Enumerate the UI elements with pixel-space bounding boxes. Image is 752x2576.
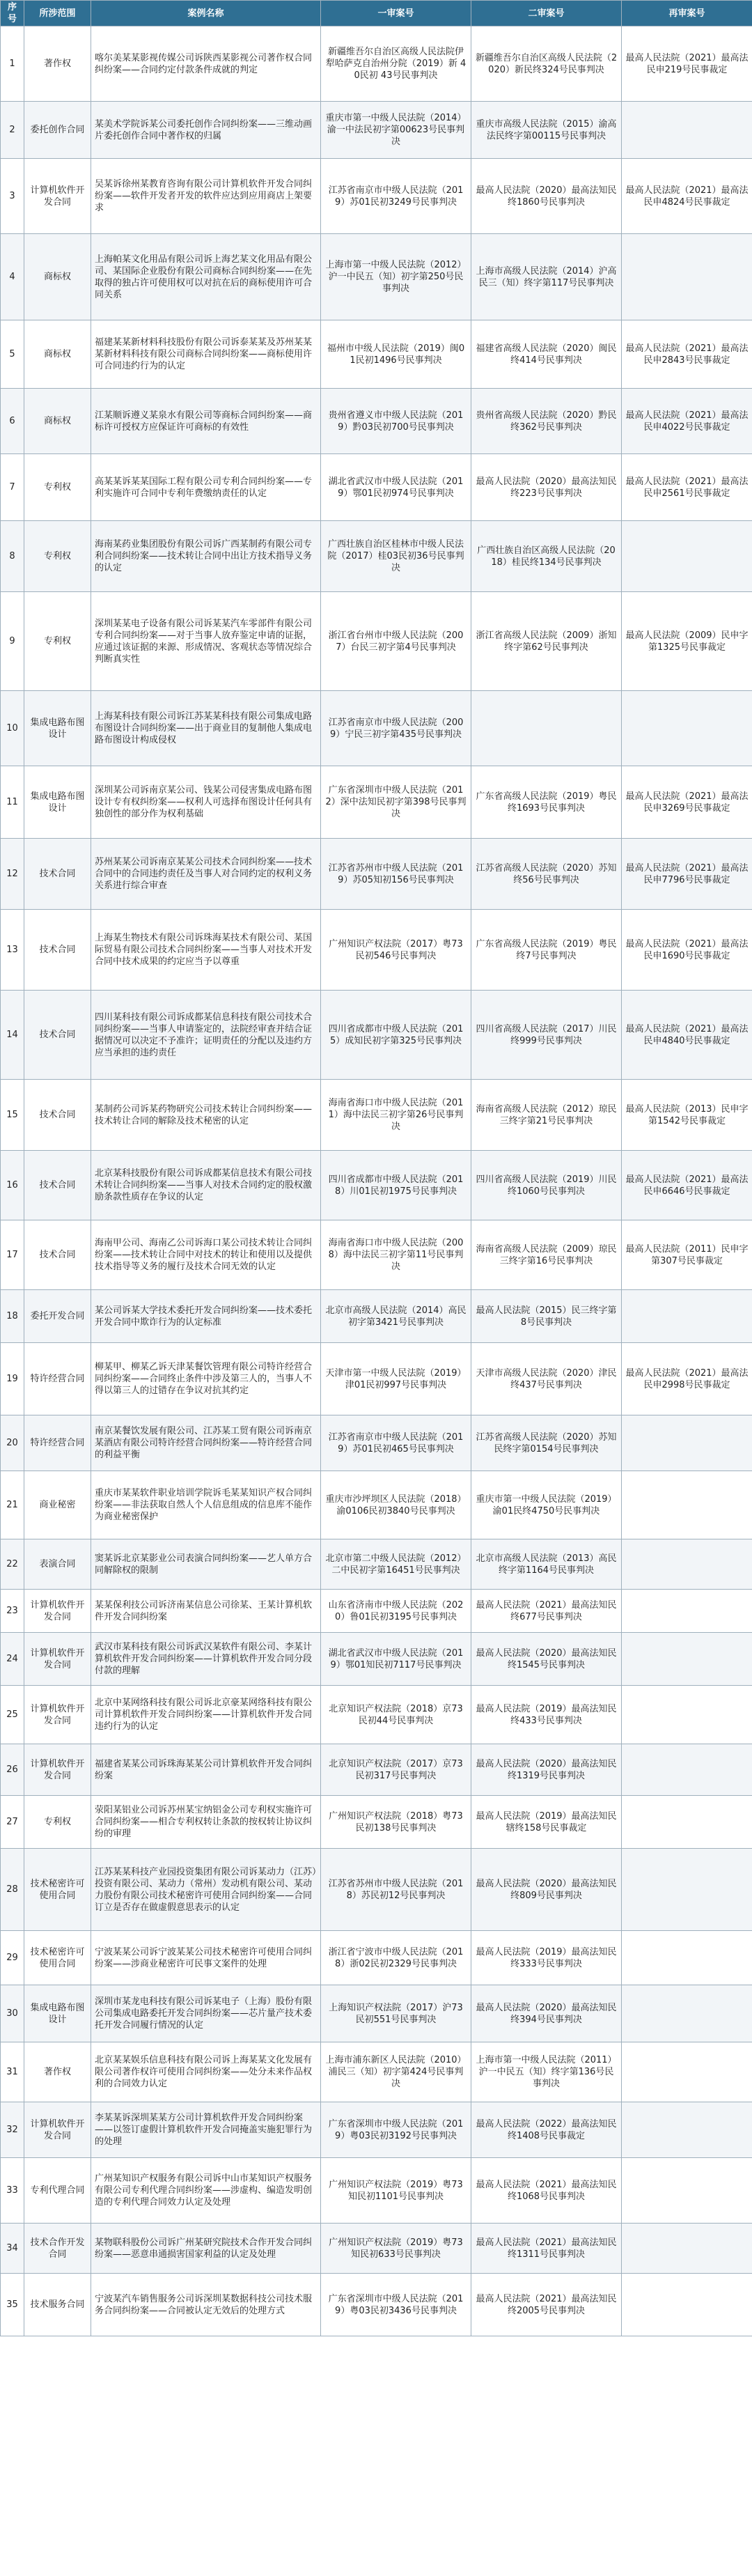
- cell-case-name: 柳某甲、柳某乙诉天津某餐饮管理有限公司特许经营合同纠纷案——合同终止条件中涉及第三人的，当事人不得以第三人的过错存在争议对抗其约定: [91, 1343, 321, 1415]
- cell-no: 2: [1, 102, 24, 159]
- table-row: [1, 766, 752, 839]
- cell-retrial: [622, 691, 752, 766]
- cell-first-instance: 广州知识产权法院（2018）粤73民初138号民事判决: [321, 1796, 471, 1849]
- cell-retrial: [622, 1415, 752, 1471]
- cell-retrial: [622, 234, 752, 320]
- cell-no: 32: [1, 2102, 24, 2158]
- cell-scope: 技术合同: [24, 1080, 91, 1151]
- cell-scope: 委托开发合同: [24, 1290, 91, 1343]
- cell-scope: 技术秘密许可使用合同: [24, 1931, 91, 1985]
- cell-retrial: 最高人民法院（2009）民申字第1325号民事裁定: [622, 592, 752, 691]
- cell-first-instance: 广州知识产权法院（2019）粤73知民初1101号民事判决: [321, 2158, 471, 2224]
- table-row: [1, 1633, 752, 1686]
- cell-scope: 专利权: [24, 1796, 91, 1849]
- cell-retrial: [622, 1686, 752, 1744]
- cell-case-name: 宁波某某公司诉宁波某某公司技术秘密许可使用合同纠纷案——涉商业秘密许可民事文案件的处理: [91, 1931, 321, 1985]
- cell-retrial: [622, 102, 752, 159]
- cell-second-instance: 最高人民法院（2022）最高法知民终1408号民事裁定: [471, 2102, 622, 2158]
- cell-retrial: [622, 1539, 752, 1590]
- cell-first-instance: 贵州省遵义市中级人民法院（2019）黔03民初700号民事判决: [321, 389, 471, 454]
- table-row: [1, 1415, 752, 1471]
- cell-scope: 计算机软件开发合同: [24, 159, 91, 234]
- cell-first-instance: 江苏省南京市中级人民法院（2019）苏01民初3249号民事判决: [321, 159, 471, 234]
- cell-no: 20: [1, 1415, 24, 1471]
- cell-case-name: 某公司诉某大学技术委托开发合同纠纷案——技术委托开发合同中欺诈行为的认定标准: [91, 1290, 321, 1343]
- cell-scope: 计算机软件开发合同: [24, 1633, 91, 1686]
- cell-retrial: 最高人民法院（2021）最高法民申7796号民事裁定: [622, 839, 752, 910]
- cell-retrial: [622, 2102, 752, 2158]
- table-row: [1, 2224, 752, 2274]
- cell-retrial: 最高人民法院（2021）最高法民申219号民事裁定: [622, 26, 752, 102]
- cell-second-instance: 上海市第一中级人民法院（2011）沪一中民五（知）终字第136号民事判决: [471, 2042, 622, 2102]
- cell-case-name: 福建某某新材料科技股份有限公司诉泰某某及苏州某某某新材料科技有限公司商标合同纠纷案——商标使用许可合同违约行为的认定: [91, 320, 321, 389]
- cell-first-instance: 湖北省武汉市中级人民法院（2019）鄂01民初974号民事判决: [321, 454, 471, 521]
- cell-no: 26: [1, 1744, 24, 1796]
- header-row: [1, 1, 752, 26]
- table-row: [1, 839, 752, 910]
- cell-scope: 专利权: [24, 454, 91, 521]
- cell-scope: 专利权: [24, 521, 91, 592]
- table-row: [1, 1985, 752, 2042]
- cell-case-name: 四川某科技有限公司诉成都某信息科技有限公司技术合同纠纷案——当事人申请鉴定的，法院经审查并结合证据情况可以决定不予准许；证明责任的分配以及违约方应当承担的违约责任: [91, 991, 321, 1080]
- cell-case-name: 苏州某某公司诉南京某某公司技术合同纠纷案——技术合同中的合同违约责任及当事人对合同约定的权利义务关系进行综合审查: [91, 839, 321, 910]
- cell-no: 4: [1, 234, 24, 320]
- cell-case-name: 吴某诉徐州某教育咨询有限公司计算机软件开发合同纠纷案——软件开发者开发的软件应达到应用商店上架要求: [91, 159, 321, 234]
- cell-no: 5: [1, 320, 24, 389]
- cell-no: 15: [1, 1080, 24, 1151]
- cell-case-name: 喀尔美某某影视传媒公司诉陕西某影视公司著作权合同纠纷案——合同约定付款条件成就的判定: [91, 26, 321, 102]
- cell-second-instance: 福建省高级人民法院（2020）闽民终414号民事判决: [471, 320, 622, 389]
- table-row: [1, 1220, 752, 1290]
- cell-scope: 专利权: [24, 592, 91, 691]
- cell-no: 22: [1, 1539, 24, 1590]
- cell-first-instance: 新疆维吾尔自治区高级人民法院伊犁哈萨克自治州分院（2019）新 40民初 43号民事判决: [321, 26, 471, 102]
- cell-retrial: 最高人民法院（2021）最高法民申4824号民事裁定: [622, 159, 752, 234]
- cell-second-instance: 北京市高级人民法院（2013）高民终字第1164号民事判决: [471, 1539, 622, 1590]
- cell-no: 12: [1, 839, 24, 910]
- cell-second-instance: 最高人民法院（2021）最高法知民终677号民事判决: [471, 1590, 622, 1633]
- table-row: [1, 2042, 752, 2102]
- cell-first-instance: 江苏省苏州市中级人民法院（2018）苏民初12号民事判决: [321, 1849, 471, 1931]
- cell-retrial: [622, 2042, 752, 2102]
- cell-case-name: 上海帕某文化用品有限公司诉上海艺某文化用品有限公司、某国际企业股份有限公司商标合同纠纷案——在先取得的独占许可使用权可以对抗在后的商标使用许可合同关系: [91, 234, 321, 320]
- table-row: [1, 2274, 752, 2336]
- cell-no: 31: [1, 2042, 24, 2102]
- cell-no: 17: [1, 1220, 24, 1290]
- cell-case-name: 上海某科技有限公司诉江苏某某科技有限公司集成电路布图设计合同纠纷案——出于商业目的复制他人集成电路布图设计构成侵权: [91, 691, 321, 766]
- cell-second-instance: 最高人民法院（2020）最高法知民终394号民事判决: [471, 1985, 622, 2042]
- cell-retrial: [622, 2274, 752, 2336]
- cell-no: 28: [1, 1849, 24, 1931]
- cell-retrial: 最高人民法院（2021）最高法民申2843号民事裁定: [622, 320, 752, 389]
- cell-no: 16: [1, 1151, 24, 1220]
- cell-scope: 集成电路布图设计: [24, 766, 91, 839]
- cell-retrial: [622, 2158, 752, 2224]
- cell-case-name: 深圳某某电子设备有限公司诉某某汽车零部件有限公司专利合同纠纷案——对于当事人放弃鉴定申请的证据，应通过该证据的来源、形成情况、客观状态等情况综合判断真实性: [91, 592, 321, 691]
- table-row: [1, 592, 752, 691]
- cell-first-instance: 北京知识产权法院（2017）京73民初317号民事判决: [321, 1744, 471, 1796]
- cell-second-instance: 重庆市第一中级人民法院（2019）渝01民终4750号民事判决: [471, 1471, 622, 1539]
- cell-scope: 特许经营合同: [24, 1343, 91, 1415]
- table-row: [1, 1080, 752, 1151]
- header-case-name: 案例名称: [91, 1, 321, 26]
- table-row: [1, 320, 752, 389]
- cell-scope: 计算机软件开发合同: [24, 1686, 91, 1744]
- table-header: [1, 1, 752, 26]
- cell-second-instance: 江苏省高级人民法院（2020）苏知终56号民事判决: [471, 839, 622, 910]
- cell-first-instance: 广州知识产权法院（2017）粤73民初546号民事判决: [321, 910, 471, 991]
- header-no: 序号: [1, 1, 24, 26]
- cell-no: 1: [1, 26, 24, 102]
- cell-retrial: [622, 1931, 752, 1985]
- table-row: [1, 2102, 752, 2158]
- cell-second-instance: 最高人民法院（2021）最高法知民终2005号民事判决: [471, 2274, 622, 2336]
- table-row: [1, 2158, 752, 2224]
- table-row: [1, 991, 752, 1080]
- cell-scope: 集成电路布图设计: [24, 691, 91, 766]
- cell-second-instance: 最高人民法院（2021）最高法知民终1068号民事判决: [471, 2158, 622, 2224]
- cell-no: 3: [1, 159, 24, 234]
- cell-no: 23: [1, 1590, 24, 1633]
- cell-case-name: 重庆市某某软件职业培训学院诉毛某某知识产权合同纠纷案——非法获取自然人个人信息组成的信息库不能作为商业秘密保护: [91, 1471, 321, 1539]
- cell-second-instance: 最高人民法院（2020）最高法知民终223号民事判决: [471, 454, 622, 521]
- cell-first-instance: 北京市高级人民法院（2014）高民初字第3421号民事判决: [321, 1290, 471, 1343]
- table-row: [1, 1796, 752, 1849]
- table-row: [1, 1686, 752, 1744]
- header-first-instance: 一审案号: [321, 1, 471, 26]
- cell-second-instance: 四川省高级人民法院（2017）川民终999号民事判决: [471, 991, 622, 1080]
- cell-case-name: 广州某知识产权服务有限公司诉中山市某知识产权服务有限公司专利代理合同纠纷案——涉虚构、编造发明创造的专利代理合同效力认定及处理: [91, 2158, 321, 2224]
- cell-case-name: 江某顺诉遵义某泉水有限公司等商标合同纠纷案——商标许可授权方应保证许可商标的有效性: [91, 389, 321, 454]
- table-row: [1, 1539, 752, 1590]
- cell-retrial: 最高人民法院（2021）最高法民申2998号民事裁定: [622, 1343, 752, 1415]
- cell-case-name: 某美术学院诉某公司委托创作合同纠纷案——三维动画片委托创作合同中著作权的归属: [91, 102, 321, 159]
- cell-scope: 计算机软件开发合同: [24, 1744, 91, 1796]
- cell-case-name: 深圳某公司诉南京某公司、钱某公司侵害集成电路布图设计专有权纠纷案——权利人可选择布图设计任何具有独创性的部分作为权利基础: [91, 766, 321, 839]
- cell-no: 21: [1, 1471, 24, 1539]
- cell-retrial: 最高人民法院（2021）最高法民申4840号民事裁定: [622, 991, 752, 1080]
- table-row: [1, 234, 752, 320]
- cell-second-instance: 最高人民法院（2020）最高法知民终1319号民事判决: [471, 1744, 622, 1796]
- cell-retrial: 最高人民法院（2021）最高法民申6646号民事裁定: [622, 1151, 752, 1220]
- cell-second-instance: [471, 691, 622, 766]
- table-body: [1, 26, 752, 2336]
- cell-no: 7: [1, 454, 24, 521]
- cell-case-name: 深圳市某龙电科技有限公司诉某电子（上海）股份有限公司集成电路委托开发合同纠纷案——芯片量产技术委托开发合同履行情况的认定: [91, 1985, 321, 2042]
- cell-no: 30: [1, 1985, 24, 2042]
- cell-second-instance: 最高人民法院（2020）最高法知民终1860号民事判决: [471, 159, 622, 234]
- cell-first-instance: 海南省海口市中级人民法院（2008）海中法民三初字第11号民事判决: [321, 1220, 471, 1290]
- cell-scope: 技术合同: [24, 1151, 91, 1220]
- cell-retrial: [622, 1849, 752, 1931]
- cell-first-instance: 广州知识产权法院（2019）粤73知民初633号民事判决: [321, 2224, 471, 2274]
- cell-second-instance: 最高人民法院（2019）最高法知民终433号民事判决: [471, 1686, 622, 1744]
- cell-case-name: 某制药公司诉某药物研究公司技术转让合同纠纷案——技术转让合同的解除及技术秘密的认定: [91, 1080, 321, 1151]
- table-row: [1, 1849, 752, 1931]
- cell-first-instance: 江苏省南京市中级人民法院（2019）苏01民初465号民事判决: [321, 1415, 471, 1471]
- cell-no: 19: [1, 1343, 24, 1415]
- header-second-instance: 二审案号: [471, 1, 622, 26]
- cell-case-name: 北京某科技股份有限公司诉成都某信息技术有限公司技术转让合同纠纷案——当事人对技术合同约定的股权激励条款性质存在争议的认定: [91, 1151, 321, 1220]
- cell-retrial: 最高人民法院（2021）最高法民申3269号民事裁定: [622, 766, 752, 839]
- cell-no: 18: [1, 1290, 24, 1343]
- cell-first-instance: 浙江省宁波市中级人民法院（2018）浙02民初2329号民事判决: [321, 1931, 471, 1985]
- cell-scope: 技术秘密许可使用合同: [24, 1849, 91, 1931]
- cell-first-instance: 海南省海口市中级人民法院（2011）海中法民三初字第26号民事判决: [321, 1080, 471, 1151]
- cell-second-instance: 最高人民法院（2020）最高法知民终809号民事判决: [471, 1849, 622, 1931]
- cell-case-name: 北京中某网络科技有限公司诉北京豪某网络科技有限公司计算机软件开发合同纠纷案——计算机软件开发合同违约行为的认定: [91, 1686, 321, 1744]
- table-row: [1, 1151, 752, 1220]
- cell-first-instance: 北京知识产权法院（2018）京73民初44号民事判决: [321, 1686, 471, 1744]
- cell-no: 24: [1, 1633, 24, 1686]
- cell-first-instance: 广东省深圳市中级人民法院（2019）粤03民初3192号民事判决: [321, 2102, 471, 2158]
- cell-case-name: 宁波某汽车销售服务公司诉深圳某数据科技公司技术服务合同纠纷案——合同被认定无效后的处理方式: [91, 2274, 321, 2336]
- cell-first-instance: 江苏省苏州市中级人民法院（2019）苏05知初156号民事判决: [321, 839, 471, 910]
- cell-scope: 技术合同: [24, 910, 91, 991]
- cell-retrial: 最高人民法院（2011）民申字第307号民事裁定: [622, 1220, 752, 1290]
- table-row: [1, 1931, 752, 1985]
- cell-scope: 商标权: [24, 234, 91, 320]
- cell-scope: 表演合同: [24, 1539, 91, 1590]
- cell-retrial: 最高人民法院（2013）民申字第1542号民事裁定: [622, 1080, 752, 1151]
- table-row: [1, 1471, 752, 1539]
- cell-second-instance: 四川省高级人民法院（2019）川民终1060号民事判决: [471, 1151, 622, 1220]
- table-row: [1, 102, 752, 159]
- cell-no: 27: [1, 1796, 24, 1849]
- cell-no: 33: [1, 2158, 24, 2224]
- table-row: [1, 1343, 752, 1415]
- table-row: [1, 389, 752, 454]
- cell-case-name: 高某某诉某某国际工程有限公司专利合同纠纷案——专利实施许可合同中专利年费缴纳责任的认定: [91, 454, 321, 521]
- cell-first-instance: 江苏省南京市中级人民法院（2009）宁民三初字第435号民事判决: [321, 691, 471, 766]
- cell-second-instance: 广东省高级人民法院（2019）粤民终1693号民事判决: [471, 766, 622, 839]
- cell-second-instance: 上海市高级人民法院（2014）沪高民三（知）终字第117号民事判决: [471, 234, 622, 320]
- cell-no: 9: [1, 592, 24, 691]
- cell-first-instance: 重庆市沙坪坝区人民法院（2018）渝0106民初3840号民事判决: [321, 1471, 471, 1539]
- cell-first-instance: 重庆市第一中级人民法院（2014）渝一中法民初字第00623号民事判决: [321, 102, 471, 159]
- cell-scope: 技术合同: [24, 839, 91, 910]
- cell-first-instance: 四川省成都市中级人民法院（2018）川01民初1975号民事判决: [321, 1151, 471, 1220]
- header-scope: 所涉范围: [24, 1, 91, 26]
- cell-retrial: [622, 1985, 752, 2042]
- cell-scope: 著作权: [24, 2042, 91, 2102]
- cell-case-name: 福建省某某公司诉珠海某某公司计算机软件开发合同纠纷案: [91, 1744, 321, 1796]
- cell-no: 25: [1, 1686, 24, 1744]
- cell-first-instance: 广西壮族自治区桂林市中级人民法院（2017）桂03民初36号民事判决: [321, 521, 471, 592]
- cell-no: 10: [1, 691, 24, 766]
- cell-first-instance: 北京市第二中级人民法院（2012）二中民初字第16451号民事判决: [321, 1539, 471, 1590]
- cell-case-name: 海南甲公司、海南乙公司诉海口某公司技术转让合同纠纷案——技术转让合同中对技术的转让和使用以及提供技术指导等义务的履行及技术合同无效的认定: [91, 1220, 321, 1290]
- cell-case-name: 某物联科股份公司诉广州某研究院技术合作开发合同纠纷案——恶意串通损害国家利益的认定及处理: [91, 2224, 321, 2274]
- table-row: [1, 454, 752, 521]
- cell-no: 29: [1, 1931, 24, 1985]
- cell-first-instance: 天津市第一中级人民法院（2019）津01民初997号民事判决: [321, 1343, 471, 1415]
- cell-first-instance: 湖北省武汉市中级人民法院（2019）鄂01知民初7117号民事判决: [321, 1633, 471, 1686]
- cell-no: 14: [1, 991, 24, 1080]
- header-retrial: 再审案号: [622, 1, 752, 26]
- cell-scope: 特许经营合同: [24, 1415, 91, 1471]
- cell-first-instance: 浙江省台州市中级人民法院（2007）台民三初字第4号民事判决: [321, 592, 471, 691]
- cell-first-instance: 上海市浦东新区人民法院（2010）浦民三（知）初字第424号民事判决: [321, 2042, 471, 2102]
- cell-no: 34: [1, 2224, 24, 2274]
- cell-second-instance: 广西壮族自治区高级人民法院（2018）桂民终134号民事判决: [471, 521, 622, 592]
- cell-second-instance: 贵州省高级人民法院（2020）黔民终362号民事判决: [471, 389, 622, 454]
- cell-second-instance: 天津市高级人民法院（2020）津民终437号民事判决: [471, 1343, 622, 1415]
- cell-no: 13: [1, 910, 24, 991]
- cell-scope: 技术合同: [24, 1220, 91, 1290]
- table-row: [1, 1290, 752, 1343]
- cell-second-instance: 广东省高级人民法院（2019）粤民终7号民事判决: [471, 910, 622, 991]
- table-row: [1, 1590, 752, 1633]
- cell-second-instance: 新疆维吾尔自治区高级人民法院（2020）新民终324号民事判决: [471, 26, 622, 102]
- cell-retrial: [622, 1633, 752, 1686]
- cell-scope: 计算机软件开发合同: [24, 1590, 91, 1633]
- table-row: [1, 910, 752, 991]
- cell-first-instance: 上海知识产权法院（2017）沪73民初551号民事判决: [321, 1985, 471, 2042]
- cell-second-instance: 最高人民法院（2015）民三终字第8号民事判决: [471, 1290, 622, 1343]
- cell-case-name: 上海某生物技术有限公司诉珠海某技术有限公司、某国际贸易有限公司技术合同纠纷案——当事人对技术开发合同中技术成果的约定应当予以尊重: [91, 910, 321, 991]
- cell-scope: 商业秘密: [24, 1471, 91, 1539]
- cell-case-name: 江苏某某科技产业园投资集团有限公司诉某动力（江苏）投资有限公司、某动力（常州）发动机有限公司、某动力股份有限公司技术秘密许可使用合同纠纷案——合同订立是否存在做虚假意思表示的认定: [91, 1849, 321, 1931]
- cell-second-instance: 最高人民法院（2020）最高法知民终1545号民事判决: [471, 1633, 622, 1686]
- cell-first-instance: 福州市中级人民法院（2019）闽01民初1496号民事判决: [321, 320, 471, 389]
- cell-first-instance: 广东省深圳市中级人民法院（2012）深中法知民初字第398号民事判决: [321, 766, 471, 839]
- cell-no: 8: [1, 521, 24, 592]
- cell-case-name: 李某某诉深圳某某方公司计算机软件开发合同纠纷案——以签订虚假计算机软件开发合同掩盖实施犯罪行为的处理: [91, 2102, 321, 2158]
- cell-case-name: 南京某餐饮发展有限公司、江苏某工贸有限公司诉南京某酒店有限公司特许经营合同纠纷案——特许经营合同的利益平衡: [91, 1415, 321, 1471]
- cell-case-name: 窦某诉北京某影业公司表演合同纠纷案——艺人单方合同解除权的限制: [91, 1539, 321, 1590]
- cell-case-name: 北京某某娱乐信息科技有限公司诉上海某某文化发展有限公司著作权许可使用合同纠纷案——处分未来作品权利的合同效力认定: [91, 2042, 321, 2102]
- cell-first-instance: 山东省济南市中级人民法院（2020）鲁01民初3195号民事判决: [321, 1590, 471, 1633]
- cell-scope: 技术服务合同: [24, 2274, 91, 2336]
- cell-retrial: [622, 1590, 752, 1633]
- cell-no: 11: [1, 766, 24, 839]
- cell-second-instance: 最高人民法院（2021）最高法知民终1311号民事判决: [471, 2224, 622, 2274]
- cell-case-name: 荥阳某铝业公司诉苏州某宝纳铝金公司专利权实施许可合同纠纷案——相合专利权转让条款的按权转让协议纠纷的审理: [91, 1796, 321, 1849]
- cell-scope: 计算机软件开发合同: [24, 2102, 91, 2158]
- table-row: [1, 691, 752, 766]
- cell-first-instance: 上海市第一中级人民法院（2012）沪一中民五（知）初字第250号民事判决: [321, 234, 471, 320]
- cell-retrial: 最高人民法院（2021）最高法民申1690号民事裁定: [622, 910, 752, 991]
- cell-case-name: 海南某药业集团股份有限公司诉广西某制药有限公司专利合同纠纷案——技术转让合同中出让方技术指导义务的认定: [91, 521, 321, 592]
- table-row: [1, 1744, 752, 1796]
- cell-second-instance: 浙江省高级人民法院（2009）浙知终字第62号民事判决: [471, 592, 622, 691]
- table-row: [1, 26, 752, 102]
- cell-second-instance: 最高人民法院（2019）最高法知民终333号民事判决: [471, 1931, 622, 1985]
- cell-scope: 商标权: [24, 389, 91, 454]
- cell-second-instance: 最高人民法院（2019）最高法知民辖终158号民事裁定: [471, 1796, 622, 1849]
- cell-scope: 商标权: [24, 320, 91, 389]
- cell-case-name: 武汉市某科技有限公司诉武汉某软件有限公司、李某计算机软件开发合同纠纷案——计算机软件开发合同分段付款的理解: [91, 1633, 321, 1686]
- cell-second-instance: 江苏省高级人民法院（2020）苏知民终字第0154号民事判决: [471, 1415, 622, 1471]
- cell-retrial: [622, 521, 752, 592]
- table-row: [1, 159, 752, 234]
- cell-retrial: [622, 1796, 752, 1849]
- cell-scope: 委托创作合同: [24, 102, 91, 159]
- cell-no: 6: [1, 389, 24, 454]
- cell-second-instance: 海南省高级人民法院（2012）琼民三终字第21号民事判决: [471, 1080, 622, 1151]
- cell-no: 35: [1, 2274, 24, 2336]
- cell-scope: 集成电路布图设计: [24, 1985, 91, 2042]
- cell-first-instance: 四川省成都市中级人民法院（2015）成知民初字第325号民事判决: [321, 991, 471, 1080]
- cell-first-instance: 广东省深圳市中级人民法院（2019）粤03民初3436号民事判决: [321, 2274, 471, 2336]
- cell-scope: 专利代理合同: [24, 2158, 91, 2224]
- cell-retrial: [622, 1290, 752, 1343]
- cell-second-instance: 重庆市高级人民法院（2015）渝高法民终字第00115号民事判决: [471, 102, 622, 159]
- cell-scope: 技术合同: [24, 991, 91, 1080]
- cell-second-instance: 海南省高级人民法院（2009）琼民三终字第16号民事判决: [471, 1220, 622, 1290]
- cell-retrial: 最高人民法院（2021）最高法民申2561号民事裁定: [622, 454, 752, 521]
- cell-scope: 著作权: [24, 26, 91, 102]
- cell-case-name: 某某保利技公司诉济南某信息公司徐某、王某计算机软件开发合同纠纷案: [91, 1590, 321, 1633]
- cell-retrial: [622, 1744, 752, 1796]
- cell-retrial: 最高人民法院（2021）最高法民申4022号民事裁定: [622, 389, 752, 454]
- table-row: [1, 521, 752, 592]
- cell-retrial: [622, 1471, 752, 1539]
- cell-scope: 技术合作开发合同: [24, 2224, 91, 2274]
- cell-retrial: [622, 2224, 752, 2274]
